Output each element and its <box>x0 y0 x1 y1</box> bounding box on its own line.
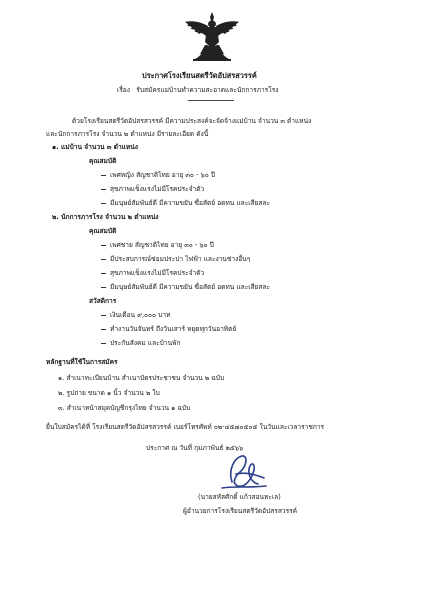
bullet-dash <box>101 343 106 344</box>
bullet-dash <box>101 315 106 316</box>
subject-text: รับสมัครแม่บ้านทำความสะอาดและนักการภารโรง <box>136 86 279 94</box>
subject-line <box>117 86 279 94</box>
list-item: ๒. รูปถ่าย ขนาด ๑ นิ้ว จำนวน ๒ ใบ <box>58 389 160 397</box>
list-item: เงินเดือน ๙,๐๐๐ บาท <box>101 311 170 319</box>
announcement-title: ประกาศโรงเรียนสตรีวัดอัปสรสวรรค์ <box>142 71 257 80</box>
apply-info: ยื่นใบสมัครได้ที่ โรงเรียนสตรีวัดอัปสรสวรรค์ เบอร์โทรศัพท์ ๐๒-๔๕๗๐๕๐๕ ในวันและเวลาราชการ <box>46 423 325 431</box>
subject-label: เรื่อง <box>117 86 130 94</box>
announcement-date: ประกาศ ณ วันที่ กุมภาพันธ์ ๒๕๖๖ <box>146 444 244 452</box>
list-item: มีมนุษย์สัมพันธ์ดี มีความขยัน ซื่อสัตย์ อดทน และเสียสละ <box>101 199 270 207</box>
position-2-heading: ๒. นักการภารโรง จำนวน ๒ ตำแหน่ง <box>52 213 159 221</box>
garuda-emblem-icon <box>179 12 245 64</box>
documents-heading: หลักฐานที่ใช้ในการสมัคร <box>46 358 118 366</box>
welfare-label: สวัสดิการ <box>89 297 117 305</box>
position-2-qualifications-label: คุณสมบัติ <box>89 227 117 235</box>
list-item: ๑. สำเนาทะเบียนบ้าน สำเนาบัตรประชาชน จำนวน ๒ ฉบับ <box>58 374 225 382</box>
list-item: สุขภาพแข็งแรงไม่มีโรคประจำตัว <box>101 185 204 193</box>
bullet-dash <box>101 287 106 288</box>
bullet-dash <box>101 175 106 176</box>
list-item: สุขภาพแข็งแรงไม่มีโรคประจำตัว <box>101 269 204 277</box>
position-1-heading: ๑. แม่บ้าน จำนวน ๓ ตำแหน่ง <box>52 143 138 151</box>
bullet-dash <box>101 259 106 260</box>
list-item: เพศหญิง สัญชาติไทย อายุ ๓๐ - ๖๐ ปี <box>101 171 215 179</box>
position-1-qualifications-label: คุณสมบัติ <box>89 157 117 165</box>
intro-line-2: และนักการภารโรง จำนวน ๒ ตำแหน่ง มีรายละเอียด ดังนี้ <box>46 130 209 138</box>
signatory-position: ผู้อำนวยการโรงเรียนสตรีวัดอัปสรสวรรค์ <box>183 507 298 515</box>
signatory-name: (นายสหัสศักดิ์ แก้วสอนทะเล) <box>198 493 281 501</box>
bullet-dash <box>101 189 106 190</box>
intro-line-1: ด้วยโรงเรียนสตรีวัดอัปสรสวรรค์ มีความประสงค์จะจัดจ้างแม่บ้าน จำนวน ๓ ตำแหน่ง <box>72 117 312 125</box>
separator-line <box>188 100 234 101</box>
list-item: เพศชาย สัญชาติไทย อายุ ๓๐ - ๖๐ ปี <box>101 241 214 249</box>
list-item: มีประสบการณ์ซ่อมประปา ไฟฟ้า และงานช่างอื่นๆ <box>101 255 250 263</box>
signature-mark <box>214 452 270 492</box>
bullet-dash <box>101 203 106 204</box>
list-item: ๓. สำเนาหน้าสมุดบัญชีกรุงไทย จำนวน ๑ ฉบับ <box>58 404 191 412</box>
bullet-dash <box>101 273 106 274</box>
bullet-dash <box>101 245 106 246</box>
list-item: ทำงานวันจันทร์ ถึงวันเสาร์ หยุดทุกวันอาทิตย์ <box>101 325 236 333</box>
list-item: มีมนุษย์สัมพันธ์ดี มีความขยัน ซื่อสัตย์ อดทน และเสียสละ <box>101 283 270 291</box>
bullet-dash <box>101 329 106 330</box>
list-item: ประกันสังคม และบ้านพัก <box>101 339 180 347</box>
